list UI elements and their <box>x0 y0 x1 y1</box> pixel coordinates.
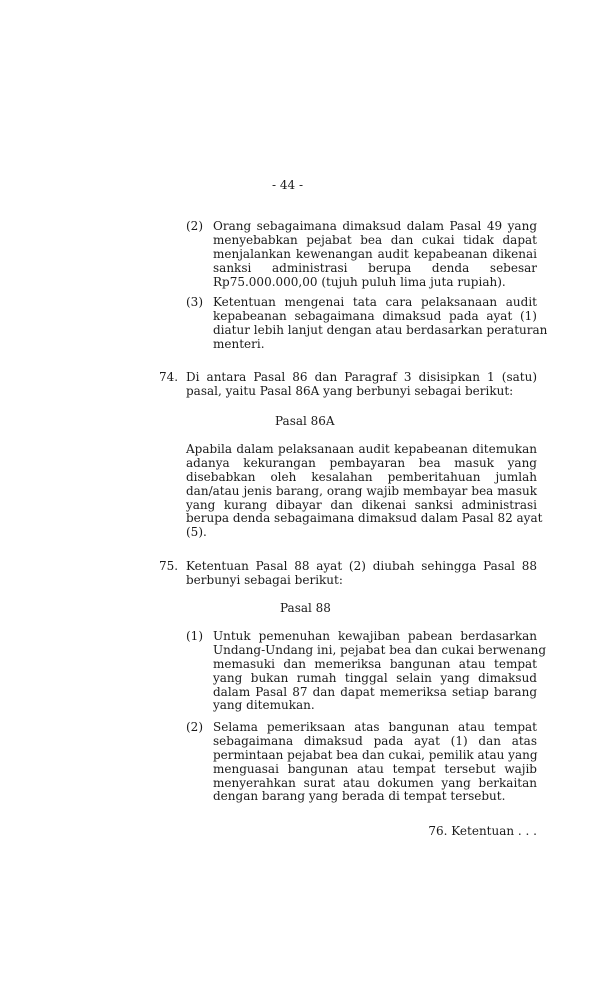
text-line: (5). <box>186 525 207 540</box>
item-74 <box>159 371 537 399</box>
text-line: dan/atau jenis barang, orang wajib membayar bea masuk <box>186 483 537 498</box>
text-line: sanksi administrasi berupa denda sebesar <box>213 260 537 275</box>
text-line: Rp75.000.000,00 (tujuh puluh lima juta rupiah). <box>213 274 506 289</box>
pasal-86a-body <box>186 442 543 540</box>
text-line: berbunyi sebagai berikut: <box>186 572 343 587</box>
text-line: Orang sebagaimana dimaksud dalam Pasal 49 yang <box>213 219 537 233</box>
text-line: Untuk pemenuhan kewajiban pabean berdasarkan <box>213 629 537 643</box>
text-line: Undang-Undang ini, pejabat bea dan cukai berwenang <box>213 642 547 657</box>
text-line: Di antara Pasal 86 dan Paragraf 3 disisipkan 1 (satu) <box>186 370 537 384</box>
text-line: yang ditemukan. <box>213 698 315 713</box>
continuation-text: 76. Ketentuan . . . <box>428 824 537 838</box>
text-line: Ketentuan mengenai tata cara pelaksanaan audit <box>213 295 537 309</box>
text-line: permintaan pejabat bea dan cukai, pemilik atau yang <box>213 747 538 762</box>
pasal-88-title: Pasal 88 <box>280 601 331 615</box>
pasal-86a-title: Pasal 86A <box>275 414 335 428</box>
item-number: 75. <box>159 559 179 573</box>
ayat-2-prev <box>186 220 537 289</box>
text-line: dengan barang yang berada di tempat tersebut. <box>213 789 506 804</box>
text-line: berupa denda sebagaimana dimaksud dalam Pasal 82 ayat <box>186 511 543 526</box>
paragraph-lines <box>213 295 548 352</box>
text-line: Apabila dalam pelaksanaan audit kepabeanan ditemukan <box>186 442 537 456</box>
item-number: 74. <box>159 370 179 384</box>
paragraph-lines <box>213 721 537 804</box>
text-line: menyebabkan pejabat bea dan cukai tidak dapat <box>213 232 537 247</box>
ayat-number: (2) <box>186 219 203 233</box>
text-line: Ketentuan Pasal 88 ayat (2) diubah sehingga Pasal 88 <box>186 559 537 573</box>
ayat-number: (2) <box>186 720 203 734</box>
text-line: adanya kekurangan pembayaran bea masuk yang <box>186 455 537 470</box>
text-line: sebagaimana dimaksud pada ayat (1) dan atas <box>213 733 537 748</box>
text-line: kepabeanan sebagaimana dimaksud pada ayat (1) <box>213 308 537 323</box>
pasal-88-ayat-1 <box>186 629 547 713</box>
page-number: - 44 - <box>272 178 304 192</box>
text-line: Selama pemeriksaan atas bangunan atau tempat <box>213 720 537 734</box>
text-line: menjalankan kewenangan audit kepabeanan dikenai <box>213 246 537 261</box>
text-line: yang bukan rumah tinggal selain yang dimaksud <box>213 670 537 685</box>
text-line: disebabkan oleh kesalahan pemberitahuan jumlah <box>186 469 537 484</box>
ayat-number: (3) <box>186 295 203 309</box>
text-line: menteri. <box>213 336 265 351</box>
paragraph-lines <box>186 442 543 540</box>
pasal-88-ayat-2 <box>186 721 537 804</box>
text-line: menguasai bangunan atau tempat tersebut wajib <box>213 761 537 776</box>
paragraph-lines <box>186 371 537 399</box>
paragraph-lines <box>186 560 537 588</box>
text-line: pasal, yaitu Pasal 86A yang berbunyi sebagai berikut: <box>186 383 514 398</box>
text-line: memasuki dan memeriksa bangunan atau tempat <box>213 656 537 671</box>
paragraph-lines <box>213 220 537 289</box>
text-line: dalam Pasal 87 dan dapat memeriksa setiap barang <box>213 684 537 699</box>
paragraph-lines <box>213 629 547 713</box>
text-line: yang kurang dibayar dan dikenai sanksi administrasi <box>186 497 537 512</box>
ayat-number: (1) <box>186 629 203 643</box>
ayat-3-prev <box>186 295 548 352</box>
text-line: diatur lebih lanjut dengan atau berdasarkan peraturan <box>213 322 548 337</box>
text-line: menyerahkan surat atau dokumen yang berkaitan <box>213 775 537 790</box>
item-75 <box>159 560 537 588</box>
